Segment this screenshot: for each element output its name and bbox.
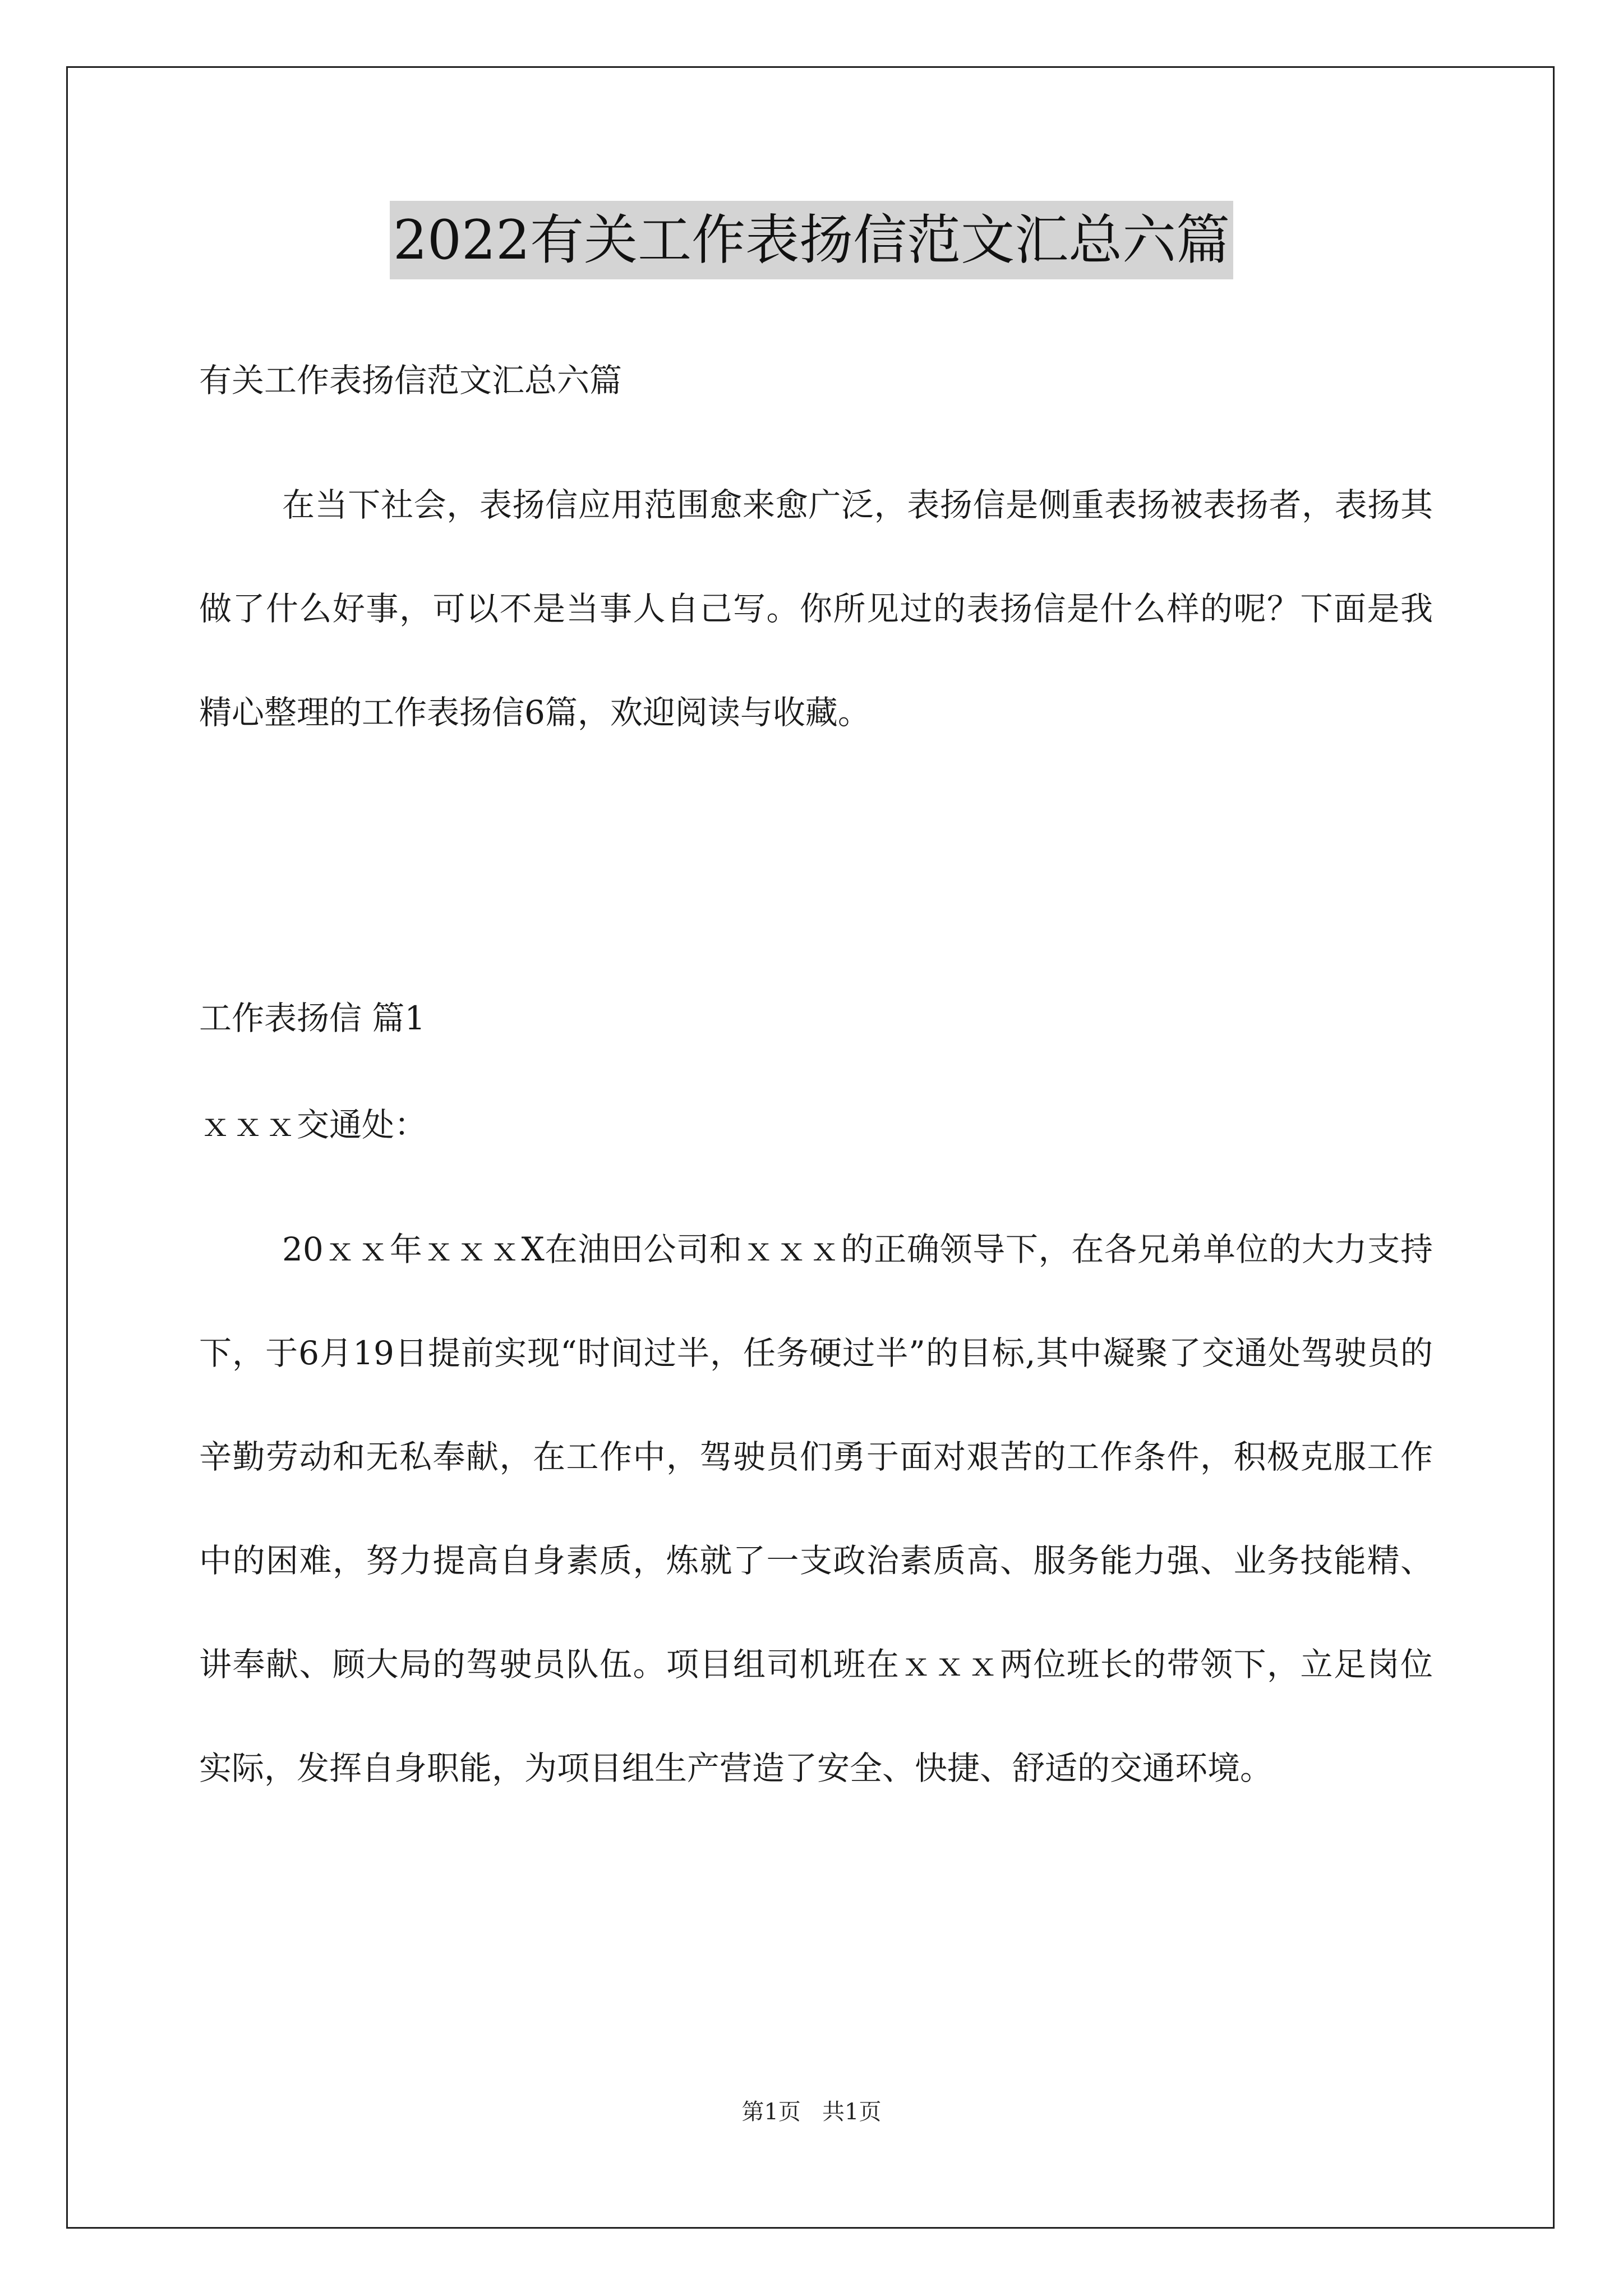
intro-paragraph: 在当下社会，表扬信应用范围愈来愈广泛，表扬信是侧重表扬被表扬者，表扬其做了什么好事，可以不是当事人自己写。你所见过的表扬信是什么样的呢？下面是我精心整理的工作表扬信6篇，欢迎阅读与收藏。 — [199, 486, 1433, 731]
section-heading: 工作表扬信 篇1 — [199, 999, 426, 1037]
page-number-footer: 第1页 共1页 — [741, 2099, 882, 2125]
letter-salutation: ｘｘｘ交通处： — [199, 1106, 427, 1144]
title-container — [0, 201, 1623, 279]
document-title: 2022有关工作表扬信范文汇总六篇 — [390, 201, 1233, 279]
letter-paragraph: 20ｘｘ年ｘｘｘX在油田公司和ｘｘｘ的正确领导下，在各兄弟单位的大力支持下，于6月19日提前实现“时间过半，任务硬过半”的目标,其中凝聚了交通处驾驶员的辛勤劳动和无私奉献，在工作中，驾驶员们勇于面对艰苦的工作条件，积极克服工作中的困难，努力提高自身素质，炼就了一支政治素质高、服务能力强、业务技能精、讲奉献、顾大局的驾驶员队伍。项目组司机班在ｘｘｘ两位班长的带领下，立足岗位实际，发挥自身职能，为项目组生产营造了安全、快捷、舒适的交通环境。 — [199, 1230, 1433, 1787]
intro-heading: 有关工作表扬信范文汇总六篇 — [199, 361, 623, 399]
